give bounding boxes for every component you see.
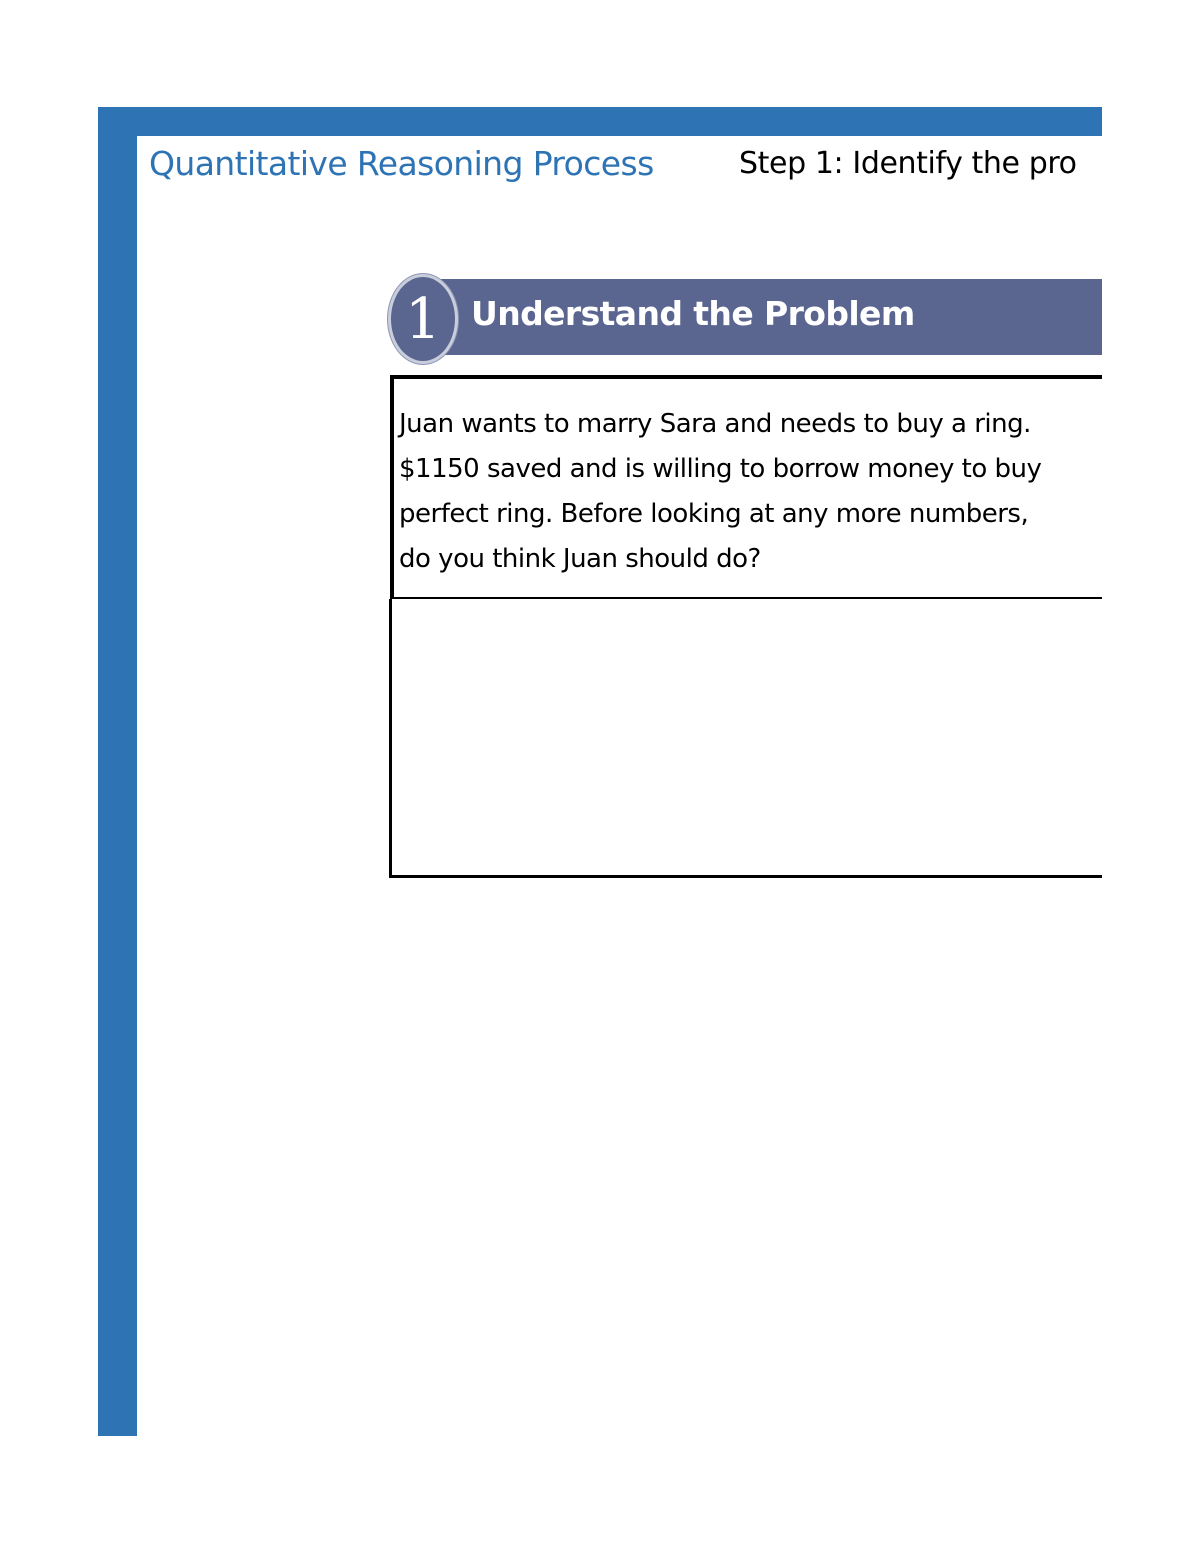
question-line: $1150 saved and is willing to borrow money to buy [399, 454, 1042, 484]
step-number-badge [388, 274, 458, 364]
question-line: perfect ring. Before looking at any more numbers, [399, 499, 1029, 529]
question-line: do you think Juan should do? [399, 544, 761, 574]
step-heading: Step 1: Identify the pro [739, 146, 1077, 181]
section-banner-label: Understand the Problem [471, 294, 915, 333]
frame-left-bar [98, 107, 137, 1436]
frame-top-bar [98, 107, 1102, 136]
answer-box[interactable] [389, 599, 1102, 878]
worksheet-content [137, 136, 1102, 1436]
page-title: Quantitative Reasoning Process [149, 144, 654, 183]
question-text [399, 402, 1102, 582]
question-line: Juan wants to marry Sara and needs to buy a ring. [399, 409, 1031, 439]
step-number: 1 [405, 287, 441, 352]
